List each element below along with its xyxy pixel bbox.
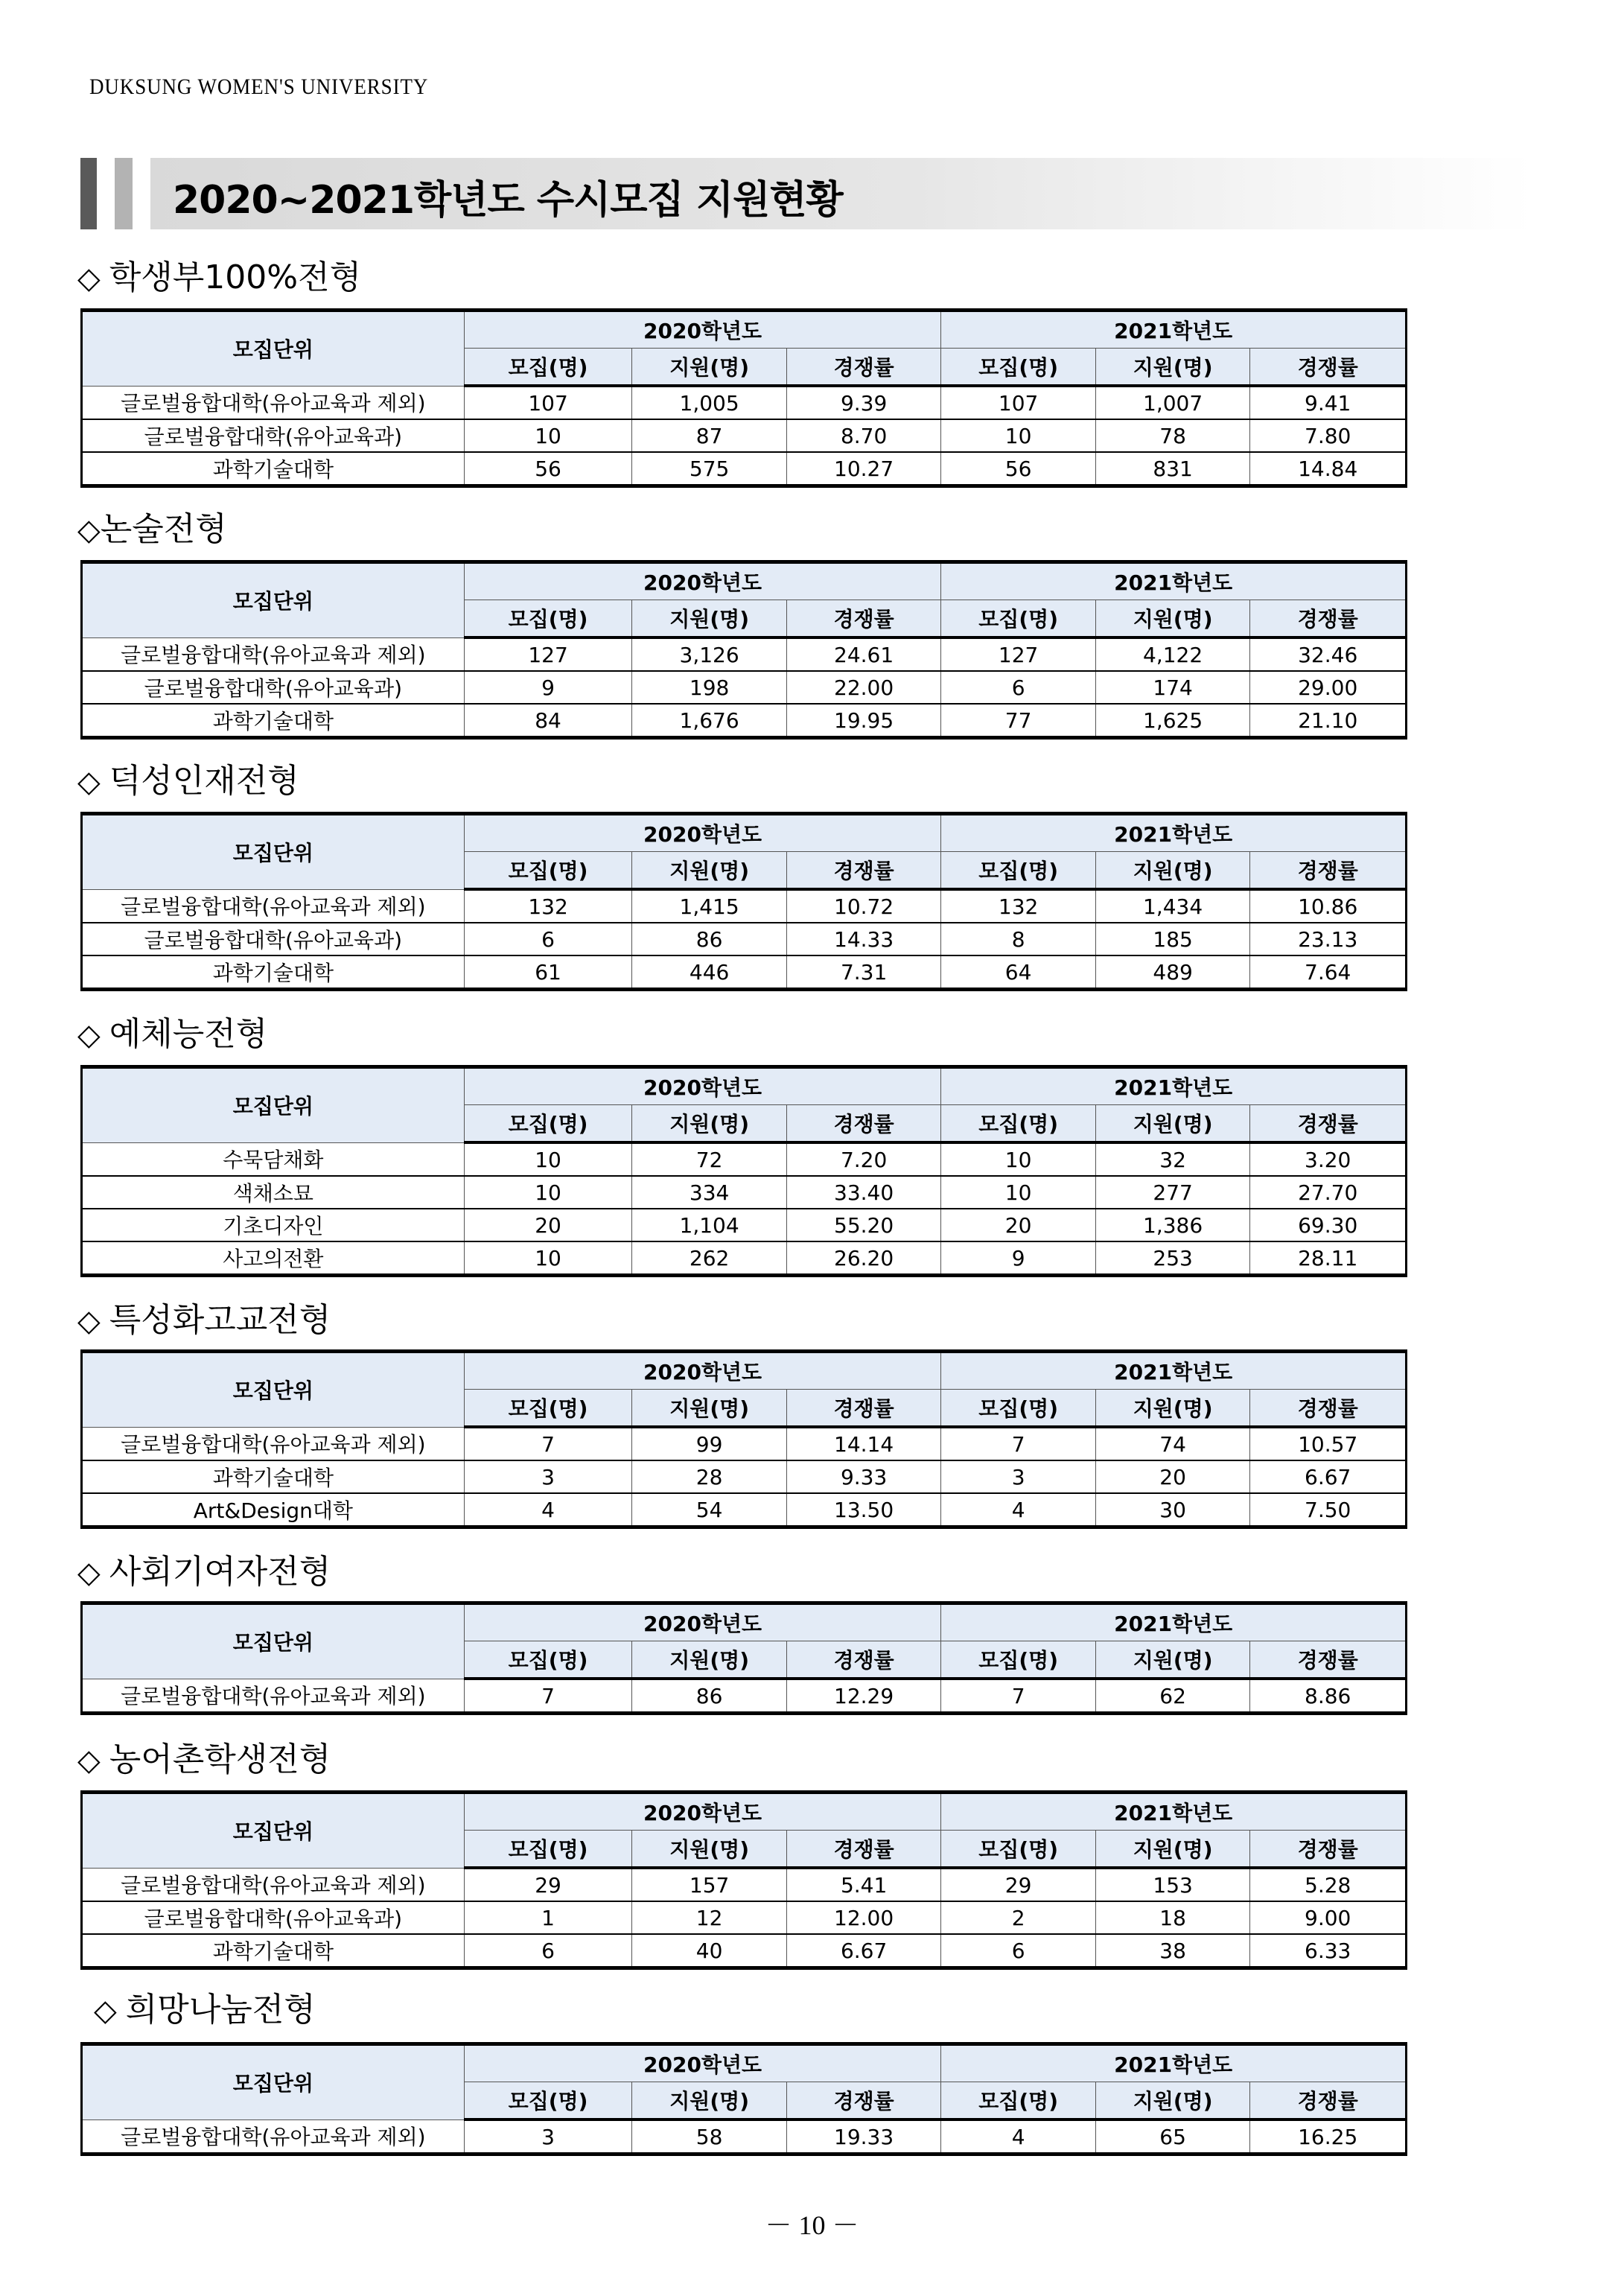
- diamond-icon: ◇: [77, 1018, 101, 1052]
- value-cell: 1,104: [632, 1209, 787, 1241]
- header-recruit: 모집(명): [941, 1641, 1096, 1679]
- value-cell: 19.33: [786, 2119, 941, 2155]
- unit-cell: 과학기술대학: [82, 452, 465, 486]
- table-row: [82, 386, 1407, 419]
- section-heading: [77, 754, 299, 801]
- page-title: 2020~2021학년도 수시모집 지원현황: [173, 178, 843, 223]
- value-cell: 10.57: [1250, 1427, 1407, 1460]
- value-cell: 58: [632, 2119, 787, 2155]
- header-apply: 지원(명): [632, 852, 787, 890]
- unit-cell: 글로벌융합대학(유아교육과): [82, 419, 465, 452]
- value-cell: 54: [632, 1493, 787, 1527]
- value-cell: 29: [464, 1868, 632, 1901]
- header-year-2021: 2021학년도: [941, 1067, 1407, 1105]
- header-year-2021: 2021학년도: [941, 1603, 1407, 1641]
- table-row: [82, 1460, 1407, 1493]
- header-year-2020: 2020학년도: [464, 1793, 941, 1831]
- value-cell: 127: [941, 637, 1096, 671]
- header-year-2020: 2020학년도: [464, 814, 941, 852]
- value-cell: 12: [632, 1901, 787, 1934]
- header-unit: 모집단위: [82, 562, 465, 638]
- value-cell: 86: [632, 1679, 787, 1714]
- value-cell: 24.61: [786, 637, 941, 671]
- value-cell: 3: [464, 2119, 632, 2155]
- header-ratio: 경쟁률: [786, 2082, 941, 2120]
- value-cell: 69.30: [1250, 1209, 1407, 1241]
- value-cell: 132: [941, 889, 1096, 923]
- header-apply: 지원(명): [1095, 2082, 1250, 2120]
- header-recruit: 모집(명): [464, 1105, 632, 1143]
- header-year-2020: 2020학년도: [464, 1603, 941, 1641]
- value-cell: 14.14: [786, 1427, 941, 1460]
- header-apply: 지원(명): [1095, 349, 1250, 387]
- header-recruit: 모집(명): [464, 1831, 632, 1869]
- value-cell: 831: [1095, 452, 1250, 486]
- value-cell: 84: [464, 704, 632, 738]
- header-recruit: 모집(명): [464, 600, 632, 638]
- value-cell: 10: [464, 1176, 632, 1209]
- value-cell: 28.11: [1250, 1241, 1407, 1276]
- header-apply: 지원(명): [632, 1641, 787, 1679]
- header-apply: 지원(명): [1095, 852, 1250, 890]
- table-row: [82, 1209, 1407, 1241]
- applicant-table: [80, 1790, 1407, 1970]
- table-row: [82, 2119, 1407, 2155]
- unit-cell: 글로벌융합대학(유아교육과 제외): [82, 889, 465, 923]
- value-cell: 10: [464, 1241, 632, 1276]
- table-row: [82, 419, 1407, 452]
- diamond-icon: ◇: [77, 513, 101, 547]
- section-title: 희망나눔전형: [125, 1991, 316, 2029]
- table-row: [82, 1934, 1407, 1968]
- value-cell: 6: [464, 923, 632, 955]
- value-cell: 575: [632, 452, 787, 486]
- header-recruit: 모집(명): [464, 1390, 632, 1428]
- value-cell: 99: [632, 1427, 787, 1460]
- table-row: [82, 1868, 1407, 1901]
- applicant-table: [80, 560, 1407, 740]
- header-ratio: 경쟁률: [1250, 852, 1407, 890]
- header-year-2020: 2020학년도: [464, 311, 941, 349]
- header-ratio: 경쟁률: [1250, 1641, 1407, 1679]
- value-cell: 7: [941, 1679, 1096, 1714]
- header-ratio: 경쟁률: [786, 852, 941, 890]
- value-cell: 30: [1095, 1493, 1250, 1527]
- value-cell: 107: [941, 386, 1096, 419]
- unit-cell: 과학기술대학: [82, 1934, 465, 1968]
- section-heading: [77, 1545, 331, 1592]
- title-bar-light: [115, 158, 133, 229]
- value-cell: 253: [1095, 1241, 1250, 1276]
- unit-cell: 글로벌융합대학(유아교육과): [82, 923, 465, 955]
- value-cell: 20: [464, 1209, 632, 1241]
- diamond-icon: ◇: [77, 1556, 101, 1590]
- value-cell: 107: [464, 386, 632, 419]
- unit-cell: 과학기술대학: [82, 704, 465, 738]
- value-cell: 10: [941, 419, 1096, 452]
- header-year-2020: 2020학년도: [464, 1352, 941, 1390]
- value-cell: 10.72: [786, 889, 941, 923]
- value-cell: 9.00: [1250, 1901, 1407, 1934]
- section-title: 특성화고교전형: [109, 1301, 331, 1339]
- header-ratio: 경쟁률: [786, 1390, 941, 1428]
- header-recruit: 모집(명): [941, 852, 1096, 890]
- table-row: [82, 1427, 1407, 1460]
- value-cell: 6.33: [1250, 1934, 1407, 1968]
- value-cell: 18: [1095, 1901, 1250, 1934]
- section-heading: [77, 1293, 331, 1341]
- unit-cell: Art&Design대학: [82, 1493, 465, 1527]
- header-recruit: 모집(명): [941, 1105, 1096, 1143]
- value-cell: 62: [1095, 1679, 1250, 1714]
- section-title: 농어촌학생전형: [109, 1740, 331, 1778]
- value-cell: 2: [941, 1901, 1096, 1934]
- header-apply: 지원(명): [1095, 1641, 1250, 1679]
- unit-cell: 과학기술대학: [82, 955, 465, 990]
- value-cell: 127: [464, 637, 632, 671]
- section-heading: [77, 250, 361, 298]
- header-unit: 모집단위: [82, 2044, 465, 2120]
- value-cell: 277: [1095, 1176, 1250, 1209]
- header-ratio: 경쟁률: [786, 1105, 941, 1143]
- page-number: － 10 －: [765, 2210, 859, 2240]
- header-recruit: 모집(명): [464, 2082, 632, 2120]
- value-cell: 29: [941, 1868, 1096, 1901]
- table-row: [82, 889, 1407, 923]
- header-recruit: 모집(명): [941, 1390, 1096, 1428]
- header-apply: 지원(명): [632, 1831, 787, 1869]
- value-cell: 78: [1095, 419, 1250, 452]
- value-cell: 12.29: [786, 1679, 941, 1714]
- value-cell: 7.31: [786, 955, 941, 990]
- table-row: [82, 1176, 1407, 1209]
- header-ratio: 경쟁률: [786, 349, 941, 387]
- header-unit: 모집단위: [82, 1352, 465, 1428]
- unit-cell: 기초디자인: [82, 1209, 465, 1241]
- value-cell: 7.80: [1250, 419, 1407, 452]
- header-apply: 지원(명): [1095, 1390, 1250, 1428]
- applicant-table: [80, 1065, 1407, 1277]
- value-cell: 4: [941, 1493, 1096, 1527]
- value-cell: 3: [941, 1460, 1096, 1493]
- value-cell: 1,676: [632, 704, 787, 738]
- table-row: [82, 452, 1407, 486]
- header-apply: 지원(명): [632, 1390, 787, 1428]
- value-cell: 32: [1095, 1142, 1250, 1176]
- diamond-icon: ◇: [77, 261, 101, 296]
- section-heading: [94, 1982, 316, 2030]
- header-apply: 지원(명): [632, 349, 787, 387]
- diamond-icon: ◇: [94, 1994, 117, 2028]
- page-title-banner: [80, 158, 1532, 229]
- header-year-2021: 2021학년도: [941, 2044, 1407, 2082]
- value-cell: 6: [941, 671, 1096, 704]
- header-recruit: 모집(명): [464, 852, 632, 890]
- value-cell: 27.70: [1250, 1176, 1407, 1209]
- unit-cell: 글로벌융합대학(유아교육과): [82, 671, 465, 704]
- value-cell: 38: [1095, 1934, 1250, 1968]
- header-ratio: 경쟁률: [1250, 349, 1407, 387]
- header-year-2020: 2020학년도: [464, 562, 941, 600]
- value-cell: 1,434: [1095, 889, 1250, 923]
- value-cell: 12.00: [786, 1901, 941, 1934]
- header-ratio: 경쟁률: [786, 600, 941, 638]
- value-cell: 6.67: [786, 1934, 941, 1968]
- value-cell: 132: [464, 889, 632, 923]
- unit-cell: 글로벌융합대학(유아교육과 제외): [82, 637, 465, 671]
- value-cell: 198: [632, 671, 787, 704]
- value-cell: 10: [941, 1176, 1096, 1209]
- applicant-table: [80, 308, 1407, 488]
- value-cell: 6: [941, 1934, 1096, 1968]
- value-cell: 77: [941, 704, 1096, 738]
- header-ratio: 경쟁률: [1250, 600, 1407, 638]
- table-row: [82, 923, 1407, 955]
- section-title: 논술전형: [100, 510, 227, 548]
- value-cell: 40: [632, 1934, 787, 1968]
- header-apply: 지원(명): [632, 600, 787, 638]
- header-year-2020: 2020학년도: [464, 2044, 941, 2082]
- table-row: [82, 1493, 1407, 1527]
- header-recruit: 모집(명): [464, 1641, 632, 1679]
- value-cell: 1,005: [632, 386, 787, 419]
- value-cell: 9: [464, 671, 632, 704]
- value-cell: 5.28: [1250, 1868, 1407, 1901]
- value-cell: 23.13: [1250, 923, 1407, 955]
- value-cell: 489: [1095, 955, 1250, 990]
- value-cell: 262: [632, 1241, 787, 1276]
- header-year-2021: 2021학년도: [941, 1352, 1407, 1390]
- header-apply: 지원(명): [632, 1105, 787, 1143]
- value-cell: 157: [632, 1868, 787, 1901]
- value-cell: 86: [632, 923, 787, 955]
- section-heading: [77, 1007, 267, 1055]
- value-cell: 21.10: [1250, 704, 1407, 738]
- value-cell: 1: [464, 1901, 632, 1934]
- header-apply: 지원(명): [1095, 600, 1250, 638]
- header-unit: 모집단위: [82, 1603, 465, 1679]
- header-year-2021: 2021학년도: [941, 814, 1407, 852]
- value-cell: 10: [941, 1142, 1096, 1176]
- value-cell: 33.40: [786, 1176, 941, 1209]
- header-apply: 지원(명): [1095, 1105, 1250, 1143]
- value-cell: 8: [941, 923, 1096, 955]
- section-title: 학생부100%전형: [109, 258, 362, 296]
- value-cell: 56: [941, 452, 1096, 486]
- value-cell: 26.20: [786, 1241, 941, 1276]
- section-title: 덕성인재전형: [109, 762, 299, 800]
- unit-cell: 글로벌융합대학(유아교육과): [82, 1901, 465, 1934]
- table-row: [82, 1901, 1407, 1934]
- value-cell: 10: [464, 1142, 632, 1176]
- university-header: DUKSUNG WOMEN'S UNIVERSITY: [89, 74, 429, 99]
- value-cell: 9.33: [786, 1460, 941, 1493]
- value-cell: 10.86: [1250, 889, 1407, 923]
- header-year-2021: 2021학년도: [941, 562, 1407, 600]
- header-unit: 모집단위: [82, 311, 465, 387]
- value-cell: 1,386: [1095, 1209, 1250, 1241]
- header-year-2021: 2021학년도: [941, 311, 1407, 349]
- value-cell: 3: [464, 1460, 632, 1493]
- value-cell: 19.95: [786, 704, 941, 738]
- value-cell: 7.50: [1250, 1493, 1407, 1527]
- value-cell: 65: [1095, 2119, 1250, 2155]
- value-cell: 5.41: [786, 1868, 941, 1901]
- value-cell: 334: [632, 1176, 787, 1209]
- value-cell: 6.67: [1250, 1460, 1407, 1493]
- value-cell: 446: [632, 955, 787, 990]
- value-cell: 29.00: [1250, 671, 1407, 704]
- header-unit: 모집단위: [82, 814, 465, 890]
- table-row: [82, 637, 1407, 671]
- value-cell: 4,122: [1095, 637, 1250, 671]
- value-cell: 7.20: [786, 1142, 941, 1176]
- value-cell: 6: [464, 1934, 632, 1968]
- value-cell: 28: [632, 1460, 787, 1493]
- value-cell: 22.00: [786, 671, 941, 704]
- value-cell: 14.33: [786, 923, 941, 955]
- header-ratio: 경쟁률: [1250, 1105, 1407, 1143]
- value-cell: 9.41: [1250, 386, 1407, 419]
- value-cell: 174: [1095, 671, 1250, 704]
- diamond-icon: ◇: [77, 1743, 101, 1778]
- header-recruit: 모집(명): [941, 1831, 1096, 1869]
- value-cell: 56: [464, 452, 632, 486]
- applicant-table: [80, 1601, 1407, 1715]
- value-cell: 9.39: [786, 386, 941, 419]
- unit-cell: 사고의전환: [82, 1241, 465, 1276]
- unit-cell: 글로벌융합대학(유아교육과 제외): [82, 386, 465, 419]
- header-recruit: 모집(명): [941, 349, 1096, 387]
- header-ratio: 경쟁률: [1250, 1831, 1407, 1869]
- table-row: [82, 1241, 1407, 1276]
- header-recruit: 모집(명): [941, 600, 1096, 638]
- value-cell: 64: [941, 955, 1096, 990]
- value-cell: 3.20: [1250, 1142, 1407, 1176]
- header-unit: 모집단위: [82, 1793, 465, 1869]
- value-cell: 7: [464, 1679, 632, 1714]
- header-ratio: 경쟁률: [786, 1641, 941, 1679]
- value-cell: 74: [1095, 1427, 1250, 1460]
- header-year-2020: 2020학년도: [464, 1067, 941, 1105]
- header-apply: 지원(명): [1095, 1831, 1250, 1869]
- header-ratio: 경쟁률: [786, 1831, 941, 1869]
- diamond-icon: ◇: [77, 765, 101, 799]
- header-apply: 지원(명): [632, 2082, 787, 2120]
- value-cell: 4: [464, 1493, 632, 1527]
- unit-cell: 과학기술대학: [82, 1460, 465, 1493]
- table-row: [82, 671, 1407, 704]
- value-cell: 1,007: [1095, 386, 1250, 419]
- table-row: [82, 955, 1407, 990]
- unit-cell: 글로벌융합대학(유아교육과 제외): [82, 2119, 465, 2155]
- header-recruit: 모집(명): [464, 349, 632, 387]
- table-row: [82, 1142, 1407, 1176]
- section-heading: [77, 1732, 331, 1780]
- value-cell: 1,415: [632, 889, 787, 923]
- header-unit: 모집단위: [82, 1067, 465, 1143]
- value-cell: 87: [632, 419, 787, 452]
- header-ratio: 경쟁률: [1250, 1390, 1407, 1428]
- table-row: [82, 704, 1407, 738]
- value-cell: 1,625: [1095, 704, 1250, 738]
- value-cell: 153: [1095, 1868, 1250, 1901]
- unit-cell: 글로벌융합대학(유아교육과 제외): [82, 1679, 465, 1714]
- header-ratio: 경쟁률: [1250, 2082, 1407, 2120]
- value-cell: 55.20: [786, 1209, 941, 1241]
- value-cell: 13.50: [786, 1493, 941, 1527]
- value-cell: 10: [464, 419, 632, 452]
- applicant-table: [80, 2042, 1407, 2156]
- value-cell: 8.70: [786, 419, 941, 452]
- applicant-table: [80, 812, 1407, 991]
- value-cell: 32.46: [1250, 637, 1407, 671]
- value-cell: 20: [1095, 1460, 1250, 1493]
- unit-cell: 수묵담채화: [82, 1142, 465, 1176]
- value-cell: 14.84: [1250, 452, 1407, 486]
- header-recruit: 모집(명): [941, 2082, 1096, 2120]
- value-cell: 10.27: [786, 452, 941, 486]
- header-year-2021: 2021학년도: [941, 1793, 1407, 1831]
- section-title: 사회기여자전형: [109, 1553, 331, 1591]
- value-cell: 4: [941, 2119, 1096, 2155]
- value-cell: 61: [464, 955, 632, 990]
- diamond-icon: ◇: [77, 1304, 101, 1338]
- unit-cell: 글로벌융합대학(유아교육과 제외): [82, 1427, 465, 1460]
- value-cell: 7: [941, 1427, 1096, 1460]
- value-cell: 16.25: [1250, 2119, 1407, 2155]
- section-heading: [77, 502, 227, 550]
- value-cell: 7: [464, 1427, 632, 1460]
- table-row: [82, 1679, 1407, 1714]
- applicant-table: [80, 1349, 1407, 1529]
- value-cell: 20: [941, 1209, 1096, 1241]
- unit-cell: 글로벌융합대학(유아교육과 제외): [82, 1868, 465, 1901]
- value-cell: 72: [632, 1142, 787, 1176]
- value-cell: 7.64: [1250, 955, 1407, 990]
- value-cell: 8.86: [1250, 1679, 1407, 1714]
- value-cell: 3,126: [632, 637, 787, 671]
- title-bar-dark: [80, 158, 97, 229]
- section-title: 예체능전형: [109, 1015, 268, 1053]
- value-cell: 185: [1095, 923, 1250, 955]
- unit-cell: 색채소묘: [82, 1176, 465, 1209]
- value-cell: 9: [941, 1241, 1096, 1276]
